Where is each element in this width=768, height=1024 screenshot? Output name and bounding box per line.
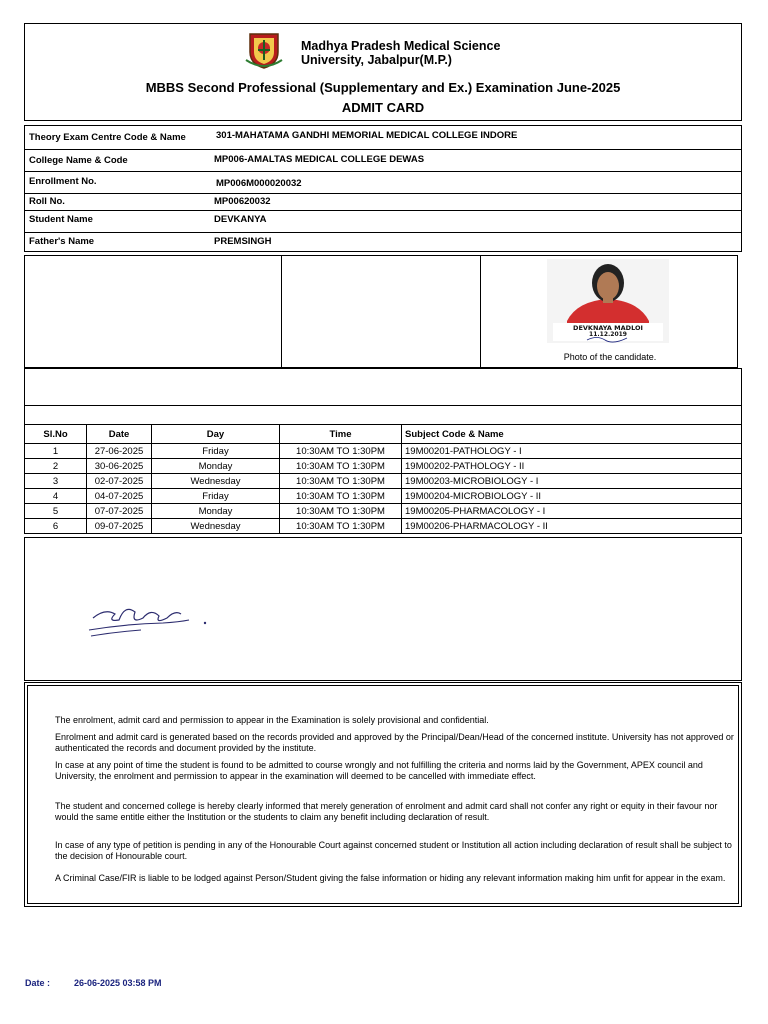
table-row: [25, 519, 742, 534]
subject-cell: 19M00204-MICROBIOLOGY - II: [402, 489, 742, 504]
signature-section: [24, 537, 742, 681]
instructions-inner: [27, 685, 739, 904]
photo-date-text: 11.12.2019: [589, 331, 627, 338]
admit-card-title: ADMIT CARD: [341, 100, 425, 115]
info-row-centre: [25, 126, 741, 150]
time-cell: 10:30AM TO 1:30PM: [280, 519, 402, 534]
info-row-college: [25, 150, 741, 172]
col-header-date: Date: [87, 425, 152, 444]
col-header-slno: Sl.No: [25, 425, 87, 444]
candidate-photo: [547, 259, 669, 343]
slno-cell: 5: [25, 504, 87, 519]
time-cell: 10:30AM TO 1:30PM: [280, 444, 402, 459]
college-label: College Name & Code: [29, 155, 128, 166]
instruction-text: The enrolment, admit card and permission to appear in the Examination is solely provisional and confidential.: [55, 715, 489, 725]
exam-schedule-table: [24, 424, 742, 534]
photo-divider: [281, 256, 282, 367]
table-row: [25, 459, 742, 474]
father-name-label: Father's Name: [29, 236, 95, 247]
photo-divider: [480, 256, 481, 367]
date-label: Date :: [25, 978, 51, 988]
photo-caption: Photo of the candidate.: [563, 352, 657, 362]
time-cell: 10:30AM TO 1:30PM: [280, 489, 402, 504]
info-row-roll: [25, 194, 741, 211]
enrollment-value: MP006M000020032: [216, 178, 302, 189]
generated-date: [25, 978, 162, 988]
admit-card-header: [24, 23, 742, 121]
date-cell: 07-07-2025: [87, 504, 152, 519]
photo-section: [24, 255, 738, 368]
enrollment-label: Enrollment No.: [29, 176, 97, 187]
day-cell: Monday: [152, 459, 280, 474]
father-name-value: PREMSINGH: [214, 236, 272, 247]
time-cell: 10:30AM TO 1:30PM: [280, 474, 402, 489]
university-name: [301, 39, 500, 67]
authority-signature: [85, 590, 215, 642]
date-cell: 02-07-2025: [87, 474, 152, 489]
date-cell: 04-07-2025: [87, 489, 152, 504]
day-cell: Friday: [152, 489, 280, 504]
slno-cell: 6: [25, 519, 87, 534]
date-cell: 27-06-2025: [87, 444, 152, 459]
candidate-info-table: [24, 125, 742, 252]
info-row-enrollment: [25, 172, 741, 194]
instruction-text: In case at any point of time the student is found to be admitted to course wrongly and not fulfilling the criteria and norms laid by the Government, APEX council and University, the enrolment and permission to appear in the examination will deemed to be cancelled with immediate effect.: [55, 760, 703, 781]
info-row-student: [25, 211, 741, 233]
roll-label: Roll No.: [29, 196, 65, 207]
subject-cell: 19M00203-MICROBIOLOGY - I: [402, 474, 742, 489]
instruction-text: A Criminal Case/FIR is liable to be lodged against Person/Student giving the false information or hiding any relevant information making him unfit for appear in the exam.: [55, 873, 726, 883]
table-row: [25, 444, 742, 459]
student-name-value: DEVKANYA: [214, 214, 267, 225]
centre-value: 301-MAHATAMA GANDHI MEMORIAL MEDICAL COLLEGE INDORE: [216, 130, 518, 141]
time-cell: 10:30AM TO 1:30PM: [280, 459, 402, 474]
col-header-subject: Subject Code & Name: [402, 425, 742, 444]
schedule-header-row: [25, 425, 742, 444]
university-name-line2: University, Jabalpur(M.P.): [301, 53, 452, 67]
time-cell: 10:30AM TO 1:30PM: [280, 504, 402, 519]
roll-value: MP00620032: [214, 196, 271, 207]
day-cell: Wednesday: [152, 519, 280, 534]
slno-cell: 3: [25, 474, 87, 489]
day-cell: Wednesday: [152, 474, 280, 489]
day-cell: Monday: [152, 504, 280, 519]
subject-cell: 19M00202-PATHOLOGY - II: [402, 459, 742, 474]
subject-cell: 19M00205-PHARMACOLOGY - I: [402, 504, 742, 519]
instruction-text: The student and concerned college is hereby clearly informed that merely generation of enrolment and admit card shall not confer any right or equity in their favour nor would the same entitle either the Institution or the students to claim any benefit including declaration of result.: [55, 801, 718, 822]
slno-cell: 1: [25, 444, 87, 459]
instruction-text: In case of any type of petition is pending in any of the Honourable Court against concerned student or Institution all action including declaration of result shall be subject to the decision of Honourable court.: [55, 840, 732, 861]
info-row-father: [25, 233, 741, 253]
date-cell: 09-07-2025: [87, 519, 152, 534]
university-name-line1: Madhya Pradesh Medical Science: [301, 39, 501, 53]
table-row: [25, 489, 742, 504]
col-header-day: Day: [152, 425, 280, 444]
table-row: [25, 504, 742, 519]
instruction-text: Enrolment and admit card is generated based on the records provided and approved by the Principal/Dean/Head of the concerned institute. University has not approved or authenticated the records and document provided by the institute.: [55, 732, 734, 753]
exam-title: MBBS Second Professional (Supplementary and Ex.) Examination June-2025: [145, 80, 621, 95]
date-value: 26-06-2025 03:58 PM: [74, 978, 162, 988]
slno-cell: 2: [25, 459, 87, 474]
subject-cell: 19M00206-PHARMACOLOGY - II: [402, 519, 742, 534]
college-value: MP006-AMALTAS MEDICAL COLLEGE DEWAS: [214, 154, 425, 165]
table-row: [25, 474, 742, 489]
blank-row: [24, 405, 742, 425]
date-cell: 30-06-2025: [87, 459, 152, 474]
university-logo-icon: [244, 30, 284, 70]
col-header-time: Time: [280, 425, 402, 444]
subject-cell: 19M00201-PATHOLOGY - I: [402, 444, 742, 459]
blank-row: [24, 368, 742, 405]
centre-label: Theory Exam Centre Code & Name: [29, 132, 186, 143]
photo-name-text: DEVKNAYA MADLOI: [573, 324, 643, 332]
instructions-box: [24, 682, 742, 907]
slno-cell: 4: [25, 489, 87, 504]
student-name-label: Student Name: [29, 214, 93, 225]
day-cell: Friday: [152, 444, 280, 459]
